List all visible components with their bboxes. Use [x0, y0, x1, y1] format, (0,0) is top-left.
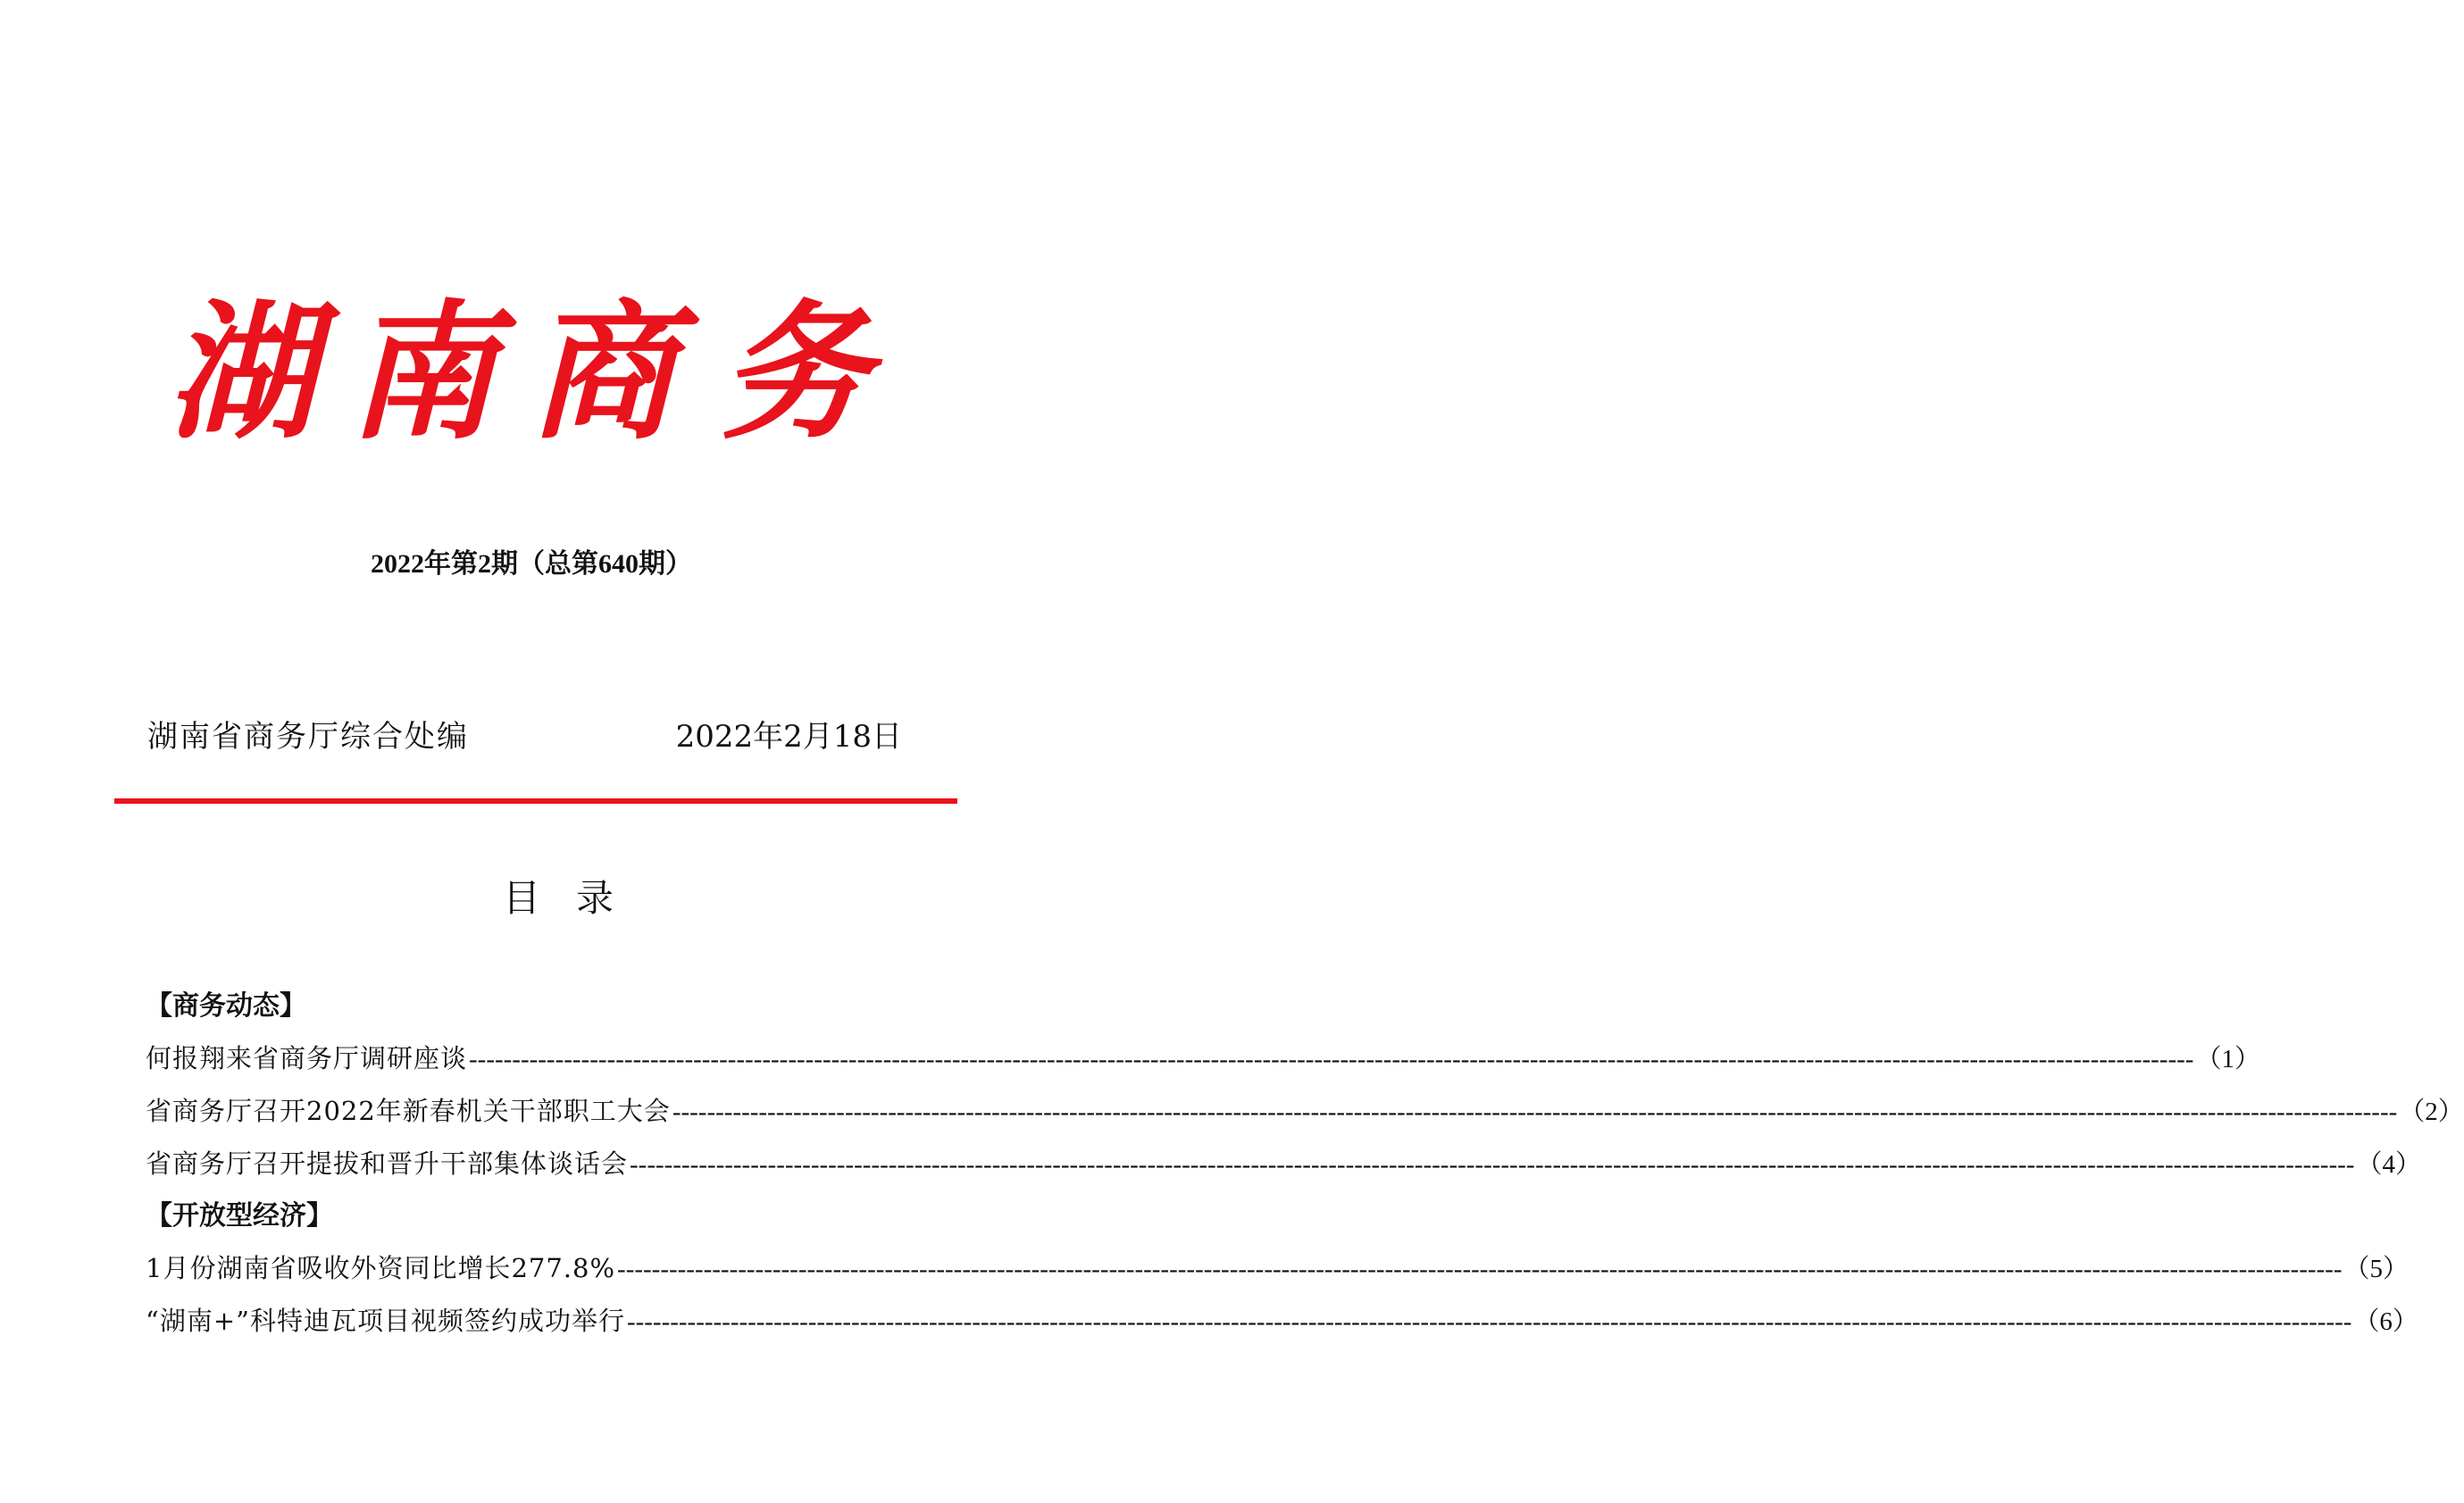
masthead-char-3: 商	[528, 286, 676, 460]
toc-entry-page: （2）	[2399, 1098, 2464, 1126]
dash-leader: --------------------------------------------------------------------------------------------------------------------------------------------------------------------------------------------------------	[672, 1098, 2398, 1126]
masthead-char-1: 湖	[167, 286, 315, 460]
toc-section-heading: 【开放型经济】	[146, 1200, 333, 1232]
toc-entry-title: “湖南+”科特迪瓦项目视频签约成功举行	[146, 1306, 625, 1336]
toc-entry-title: 省商务厅召开提拔和晋升干部集体谈话会	[146, 1148, 629, 1179]
toc-entry[interactable]	[146, 1032, 2260, 1085]
toc-entry-page: （4）	[2356, 1150, 2421, 1179]
editor-line: 湖南省商务厅综合处编	[147, 719, 469, 755]
toc-entry[interactable]	[146, 1242, 2409, 1295]
toc-entry-page: （6）	[2353, 1307, 2418, 1336]
toc-entry-title: 1月份湖南省吸收外资同比增长277.8%	[146, 1253, 616, 1283]
toc-entry-page: （5）	[2343, 1255, 2409, 1283]
dash-leader: --------------------------------------------------------------------------------------------------------------------------------------------------------------------------------------------------------	[626, 1307, 2352, 1336]
issue-number: 2022年第2期（总第640期）	[371, 549, 692, 579]
toc-entry[interactable]	[146, 1138, 2421, 1190]
dash-leader: --------------------------------------------------------------------------------------------------------------------------------------------------------------------------------------------------------	[630, 1150, 2355, 1179]
toc-entry[interactable]	[146, 1295, 2418, 1348]
publish-date: 2022年2月18日	[675, 719, 902, 755]
dash-leader: --------------------------------------------------------------------------------------------------------------------------------------------------------------------------------------------------------	[617, 1255, 2343, 1283]
toc-entry-title: 何报翔来省商务厅调研座谈	[146, 1043, 468, 1073]
masthead-char-2: 南	[347, 286, 496, 460]
toc-entry[interactable]	[146, 1085, 2464, 1138]
masthead	[0, 284, 1063, 463]
toc-entry-title: 省商务厅召开2022年新春机关干部职工大会	[146, 1096, 671, 1126]
toc-entry-page: （1）	[2195, 1045, 2260, 1073]
dash-leader: --------------------------------------------------------------------------------------------------------------------------------------------------------------------------------------------------------	[469, 1045, 2194, 1073]
masthead-char-4: 务	[721, 286, 869, 460]
table-of-contents	[146, 981, 2464, 1348]
toc-title: 目录	[502, 876, 649, 920]
toc-section-heading: 【商务动态】	[146, 990, 306, 1022]
red-divider	[114, 798, 957, 804]
